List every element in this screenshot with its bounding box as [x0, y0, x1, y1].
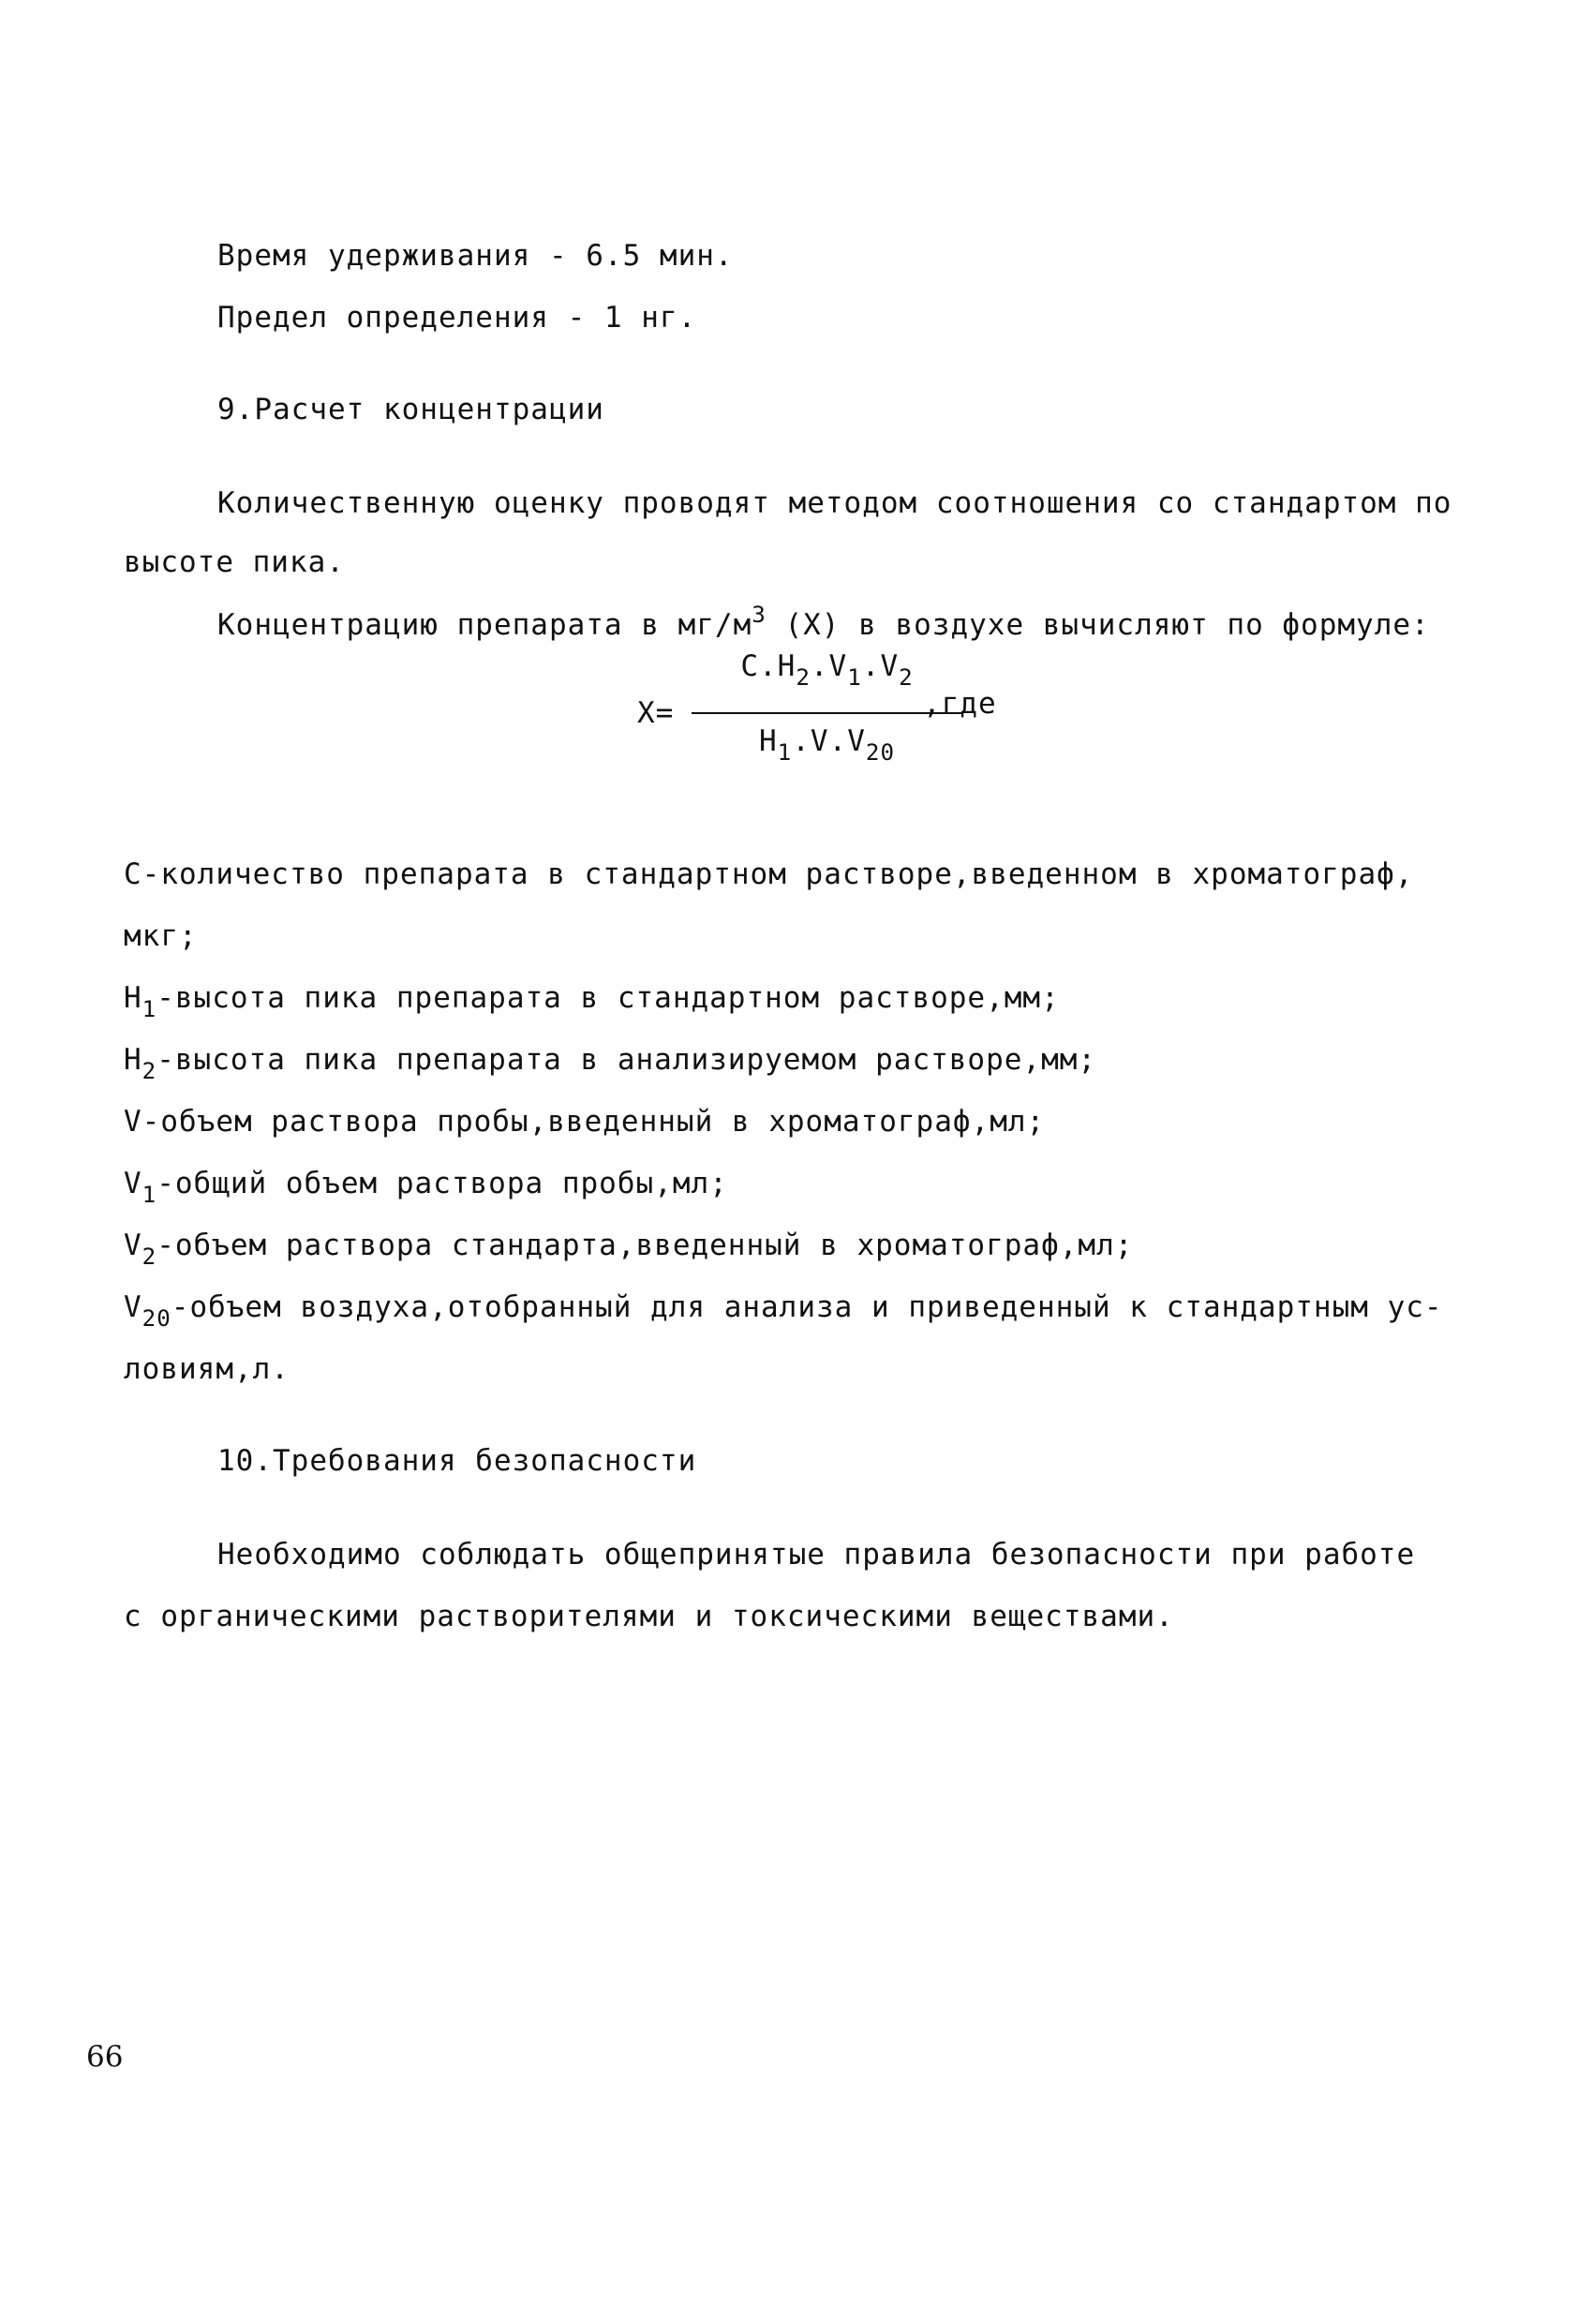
def-c-line-1: С-количество препарата в стандартном растворе,введенном в хроматограф,: [124, 857, 1414, 891]
num-v2: .V: [861, 649, 900, 683]
concentration-intro-prefix: Концентрацию препарата в мг/м: [217, 608, 752, 642]
safety-line-2: с органическими растворителями и токсическими веществами.: [124, 1600, 1174, 1633]
den-h: Н: [759, 724, 778, 758]
v20-symbol: V: [124, 1290, 142, 1324]
v2-subscript: 2: [141, 1243, 157, 1270]
def-v20-line-2: ловиям,л.: [124, 1352, 290, 1386]
def-v: V-объем раствора пробы,введенный в хроматограф,мл;: [124, 1105, 1046, 1139]
v2-text: -объем раствора стандарта,введенный в хроматограф,мл;: [156, 1229, 1134, 1262]
def-v1: [124, 1167, 728, 1208]
num-v1: .V: [810, 649, 848, 683]
v2-symbol: V: [124, 1229, 142, 1262]
num-h-subscript: 2: [796, 663, 811, 691]
cubic-superscript: 3: [752, 601, 767, 628]
h2-text: -высота пика препарата в анализируемом растворе,мм;: [156, 1043, 1097, 1077]
h1-text: -высота пика препарата в стандартном растворе,мм;: [156, 981, 1060, 1015]
concentration-intro: [217, 601, 1430, 642]
def-h2: [124, 1043, 1097, 1084]
num-v2-subscript: 2: [899, 663, 914, 691]
detection-limit-line: Предел определения - 1 нг.: [217, 301, 697, 335]
v20-subscript: 20: [141, 1304, 171, 1332]
section-9-heading: 9.Расчет концентрации: [217, 393, 604, 426]
concentration-intro-suffix: (X) в воздухе вычисляют по формуле:: [766, 608, 1430, 642]
den-v-v: .V.V: [792, 724, 866, 758]
def-v2: [124, 1229, 1134, 1270]
quantification-line-1: Количественную оценку проводят методом соотношения со стандартом по: [217, 486, 1452, 520]
den-h-subscript: 1: [777, 738, 793, 766]
h1-symbol: Н: [124, 981, 142, 1015]
v1-symbol: V: [124, 1167, 142, 1200]
h2-symbol: Н: [124, 1043, 142, 1077]
num-c-h: С.Н: [740, 649, 796, 683]
safety-line-1: Необходимо соблюдать общепринятые правила безопасности при работе: [217, 1538, 1416, 1572]
num-v1-subscript: 1: [847, 663, 862, 691]
concentration-formula: [637, 647, 1031, 797]
def-v20-line-1: [124, 1290, 1443, 1332]
formula-numerator: [693, 649, 960, 691]
page-number: 66: [86, 2040, 124, 2074]
def-h1: [124, 981, 1060, 1022]
den-v20-subscript: 20: [865, 738, 895, 766]
formula-where: ,где: [923, 687, 997, 721]
formula-denominator: [693, 724, 960, 766]
v20-text: -объем воздуха,отобранный для анализа и приведенный к стандартным ус-: [171, 1290, 1443, 1324]
v1-text: -общий объем раствора пробы,мл;: [156, 1167, 728, 1200]
v1-subscript: 1: [141, 1181, 157, 1208]
quantification-line-2: высоте пика.: [124, 545, 345, 579]
h2-subscript: 2: [141, 1057, 157, 1084]
def-c-line-2: мкг;: [124, 919, 198, 953]
h1-subscript: 1: [141, 995, 157, 1022]
retention-time-line: Время удерживания - 6.5 мин.: [217, 239, 734, 273]
formula-lhs: X=: [637, 696, 675, 730]
section-10-heading: 10.Требования безопасности: [217, 1444, 697, 1478]
